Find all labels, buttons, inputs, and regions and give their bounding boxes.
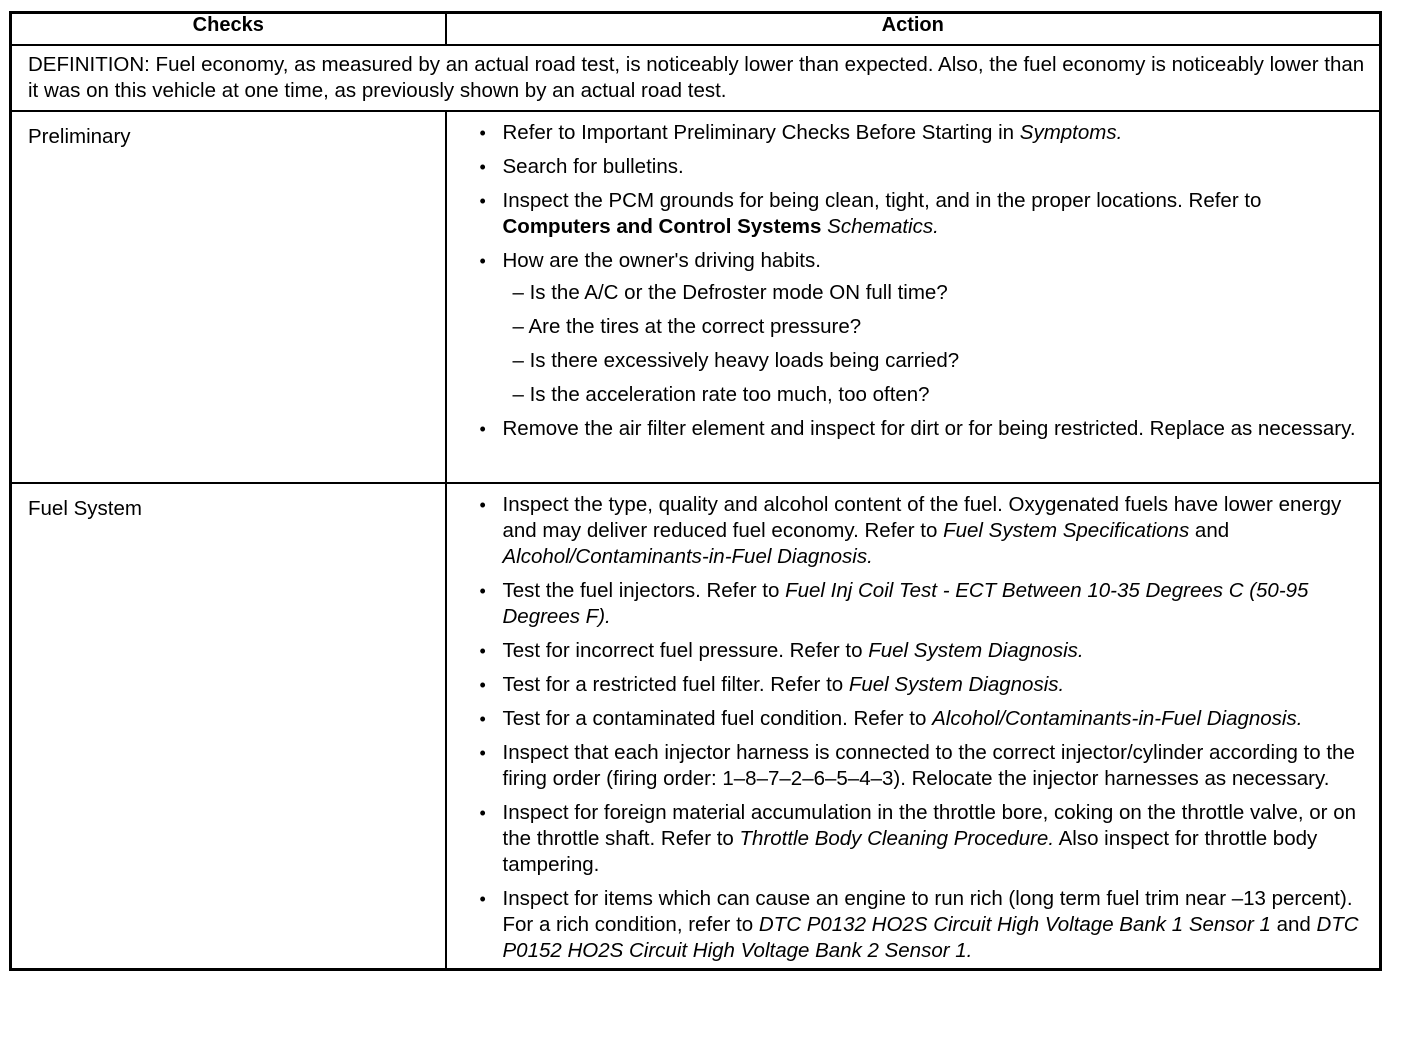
sub-list-item: – Is the acceleration rate too much, too often?: [512, 383, 930, 406]
sub-list-item: – Is the A/C or the Defroster mode ON full time?: [512, 281, 948, 304]
table-row-fuel-system: [11, 483, 1381, 970]
list-item: • Refer to Important Preliminary Checks Before Starting in Symptoms.: [471, 120, 1374, 146]
sub-list-item: – Are the tires at the correct pressure?: [512, 315, 862, 338]
table-row-preliminary: [11, 111, 1381, 483]
definition-row: [11, 45, 1381, 111]
header-row: [11, 13, 1381, 46]
action-fuel-system: [446, 483, 1381, 970]
list-item: • Inspect the type, quality and alcohol content of the fuel. Oxygenated fuels have lower energy and may deliver reduced fuel economy. Refer to Fuel System Specifications and Alcohol/Contaminants-in-Fuel Diagnosis.: [471, 492, 1374, 570]
sub-list-item: – Is there excessively heavy loads being carried?: [512, 349, 960, 372]
diagnostic-table: [9, 11, 1382, 971]
header-checks: Checks: [11, 13, 446, 46]
list-item: • Test for a restricted fuel filter. Refer to Fuel System Diagnosis.: [471, 672, 1374, 698]
list-item: • Inspect for foreign material accumulation in the throttle bore, coking on the throttle valve, or on the throttle shaft. Refer to Throttle Body Cleaning Procedure. Also inspect for throttle body tampering.: [471, 800, 1374, 878]
list-item: • Inspect for items which can cause an engine to run rich (long term fuel trim near –13 percent). For a rich condition, refer to DTC P0132 HO2S Circuit High Voltage Bank 1 Sensor 1 and DTC P0152 HO2S Circuit High Voltage Bank 2 Sensor 1.: [471, 886, 1374, 964]
list-item: • Remove the air filter element and inspect for dirt or for being restricted. Replace as necessary.: [471, 416, 1374, 442]
header-action: Action: [446, 13, 1381, 46]
preliminary-list: [471, 120, 1374, 442]
check-preliminary: Preliminary: [11, 111, 446, 483]
action-preliminary: [446, 111, 1381, 483]
list-item: • Search for bulletins.: [471, 154, 1374, 180]
definition-text: DEFINITION: Fuel economy, as measured by an actual road test, is noticeably lower than expected. Also, the fuel economy is noticeably lower than it was on this vehicle at one time, as previously shown by an actual road test.: [11, 45, 1381, 111]
list-item: • Test for incorrect fuel pressure. Refer to Fuel System Diagnosis.: [471, 638, 1374, 664]
list-item: • How are the owner's driving habits. – Is the A/C or the Defroster mode ON full time? – Are the tires at the correct pressure? – Is there excessively heavy loads being carried? – Is the acceleration rate too much, too often?: [471, 248, 1374, 408]
list-item: • Test for a contaminated fuel condition. Refer to Alcohol/Contaminants-in-Fuel Diagnosis.: [471, 706, 1374, 732]
list-item: • Test the fuel injectors. Refer to Fuel Inj Coil Test - ECT Between 10-35 Degrees C (50-95 Degrees F).: [471, 578, 1374, 630]
fuel-system-list: [471, 492, 1374, 964]
driving-habits-sublist: [503, 280, 1374, 408]
list-item: • Inspect the PCM grounds for being clean, tight, and in the proper locations. Refer to Computers and Control Systems Schematics.: [471, 188, 1374, 240]
list-item: • Inspect that each injector harness is connected to the correct injector/cylinder according to the firing order (firing order: 1–8–7–2–6–5–4–3). Relocate the injector harnesses as necessary.: [471, 740, 1374, 792]
check-fuel-system: Fuel System: [11, 483, 446, 970]
